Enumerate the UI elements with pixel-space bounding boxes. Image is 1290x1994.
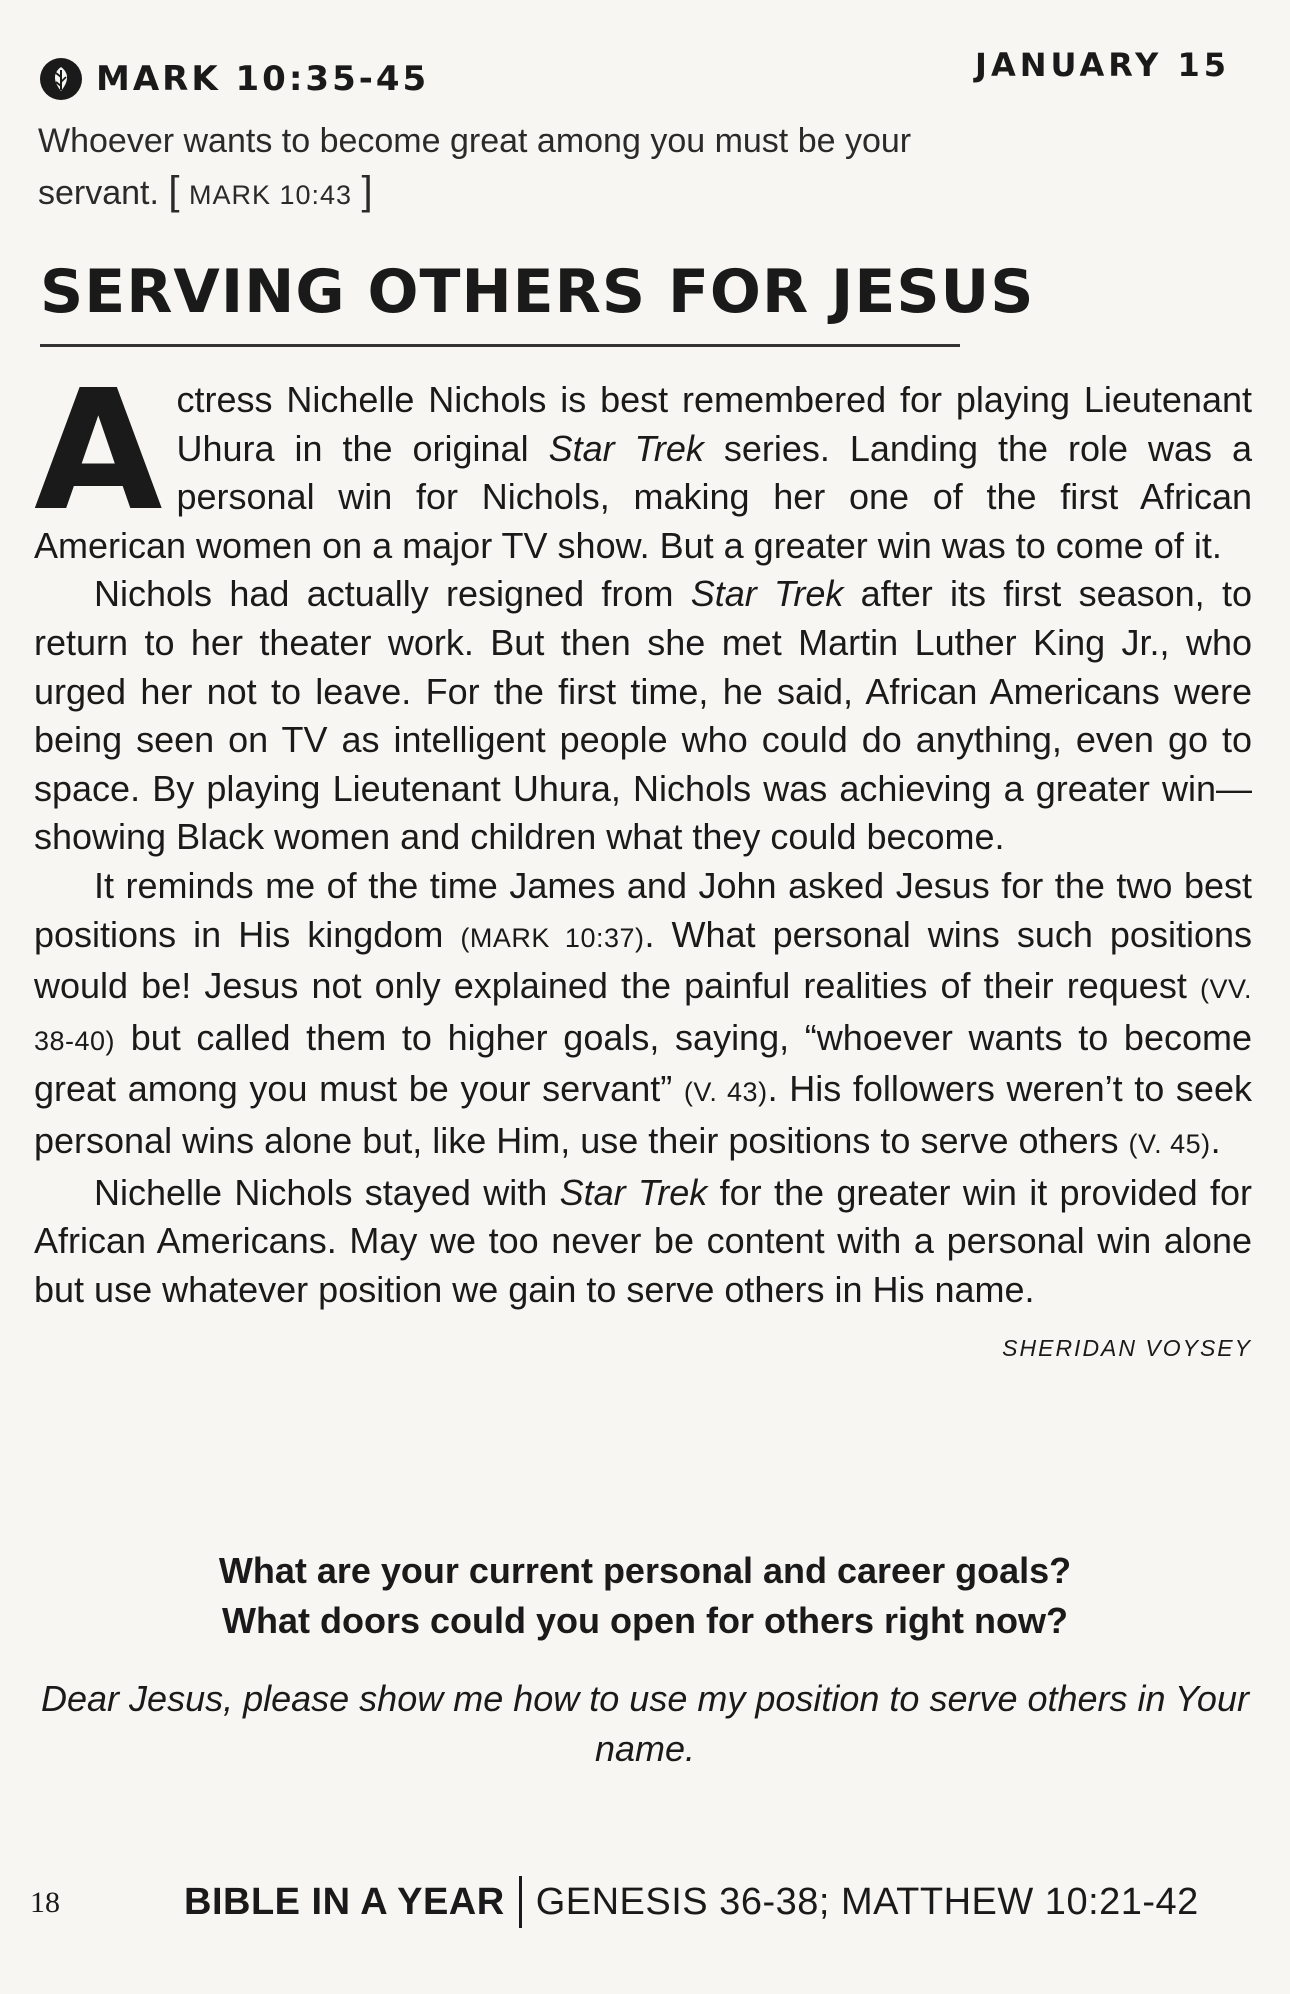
reflection-question-2: What doors could you open for others right now? [222,1600,1068,1641]
author-name: SHERIDAN VOYSEY [1002,1335,1252,1362]
key-verse-reference: MARK 10:43 [188,180,353,210]
footer-divider [519,1876,522,1928]
scripture-citation: (MARK 10:37) [460,922,645,953]
date: JANUARY 15 [975,46,1230,84]
scripture-citation: (V. 43) [683,1077,768,1108]
paragraph-3: It reminds me of the time James and John asked Jesus for the two best positions in His kingdom (MARK 10:37). What personal wins such positions would be! Jesus not only explained the painful realities of their request (VV. 38-40) but called them to higher goals, saying, “whoever wants to become great among you must be your servant” (V. 43). His followers weren’t to seek personal wins alone but, like Him, use their positions to serve others (V. 45). [34,864,1252,1161]
bracket-right-icon: ] [361,169,373,213]
scripture-citation: (VV. 38-40) [34,974,1252,1056]
bible-reading: GENESIS 36-38; MATTHEW 10:21-42 [535,1880,1199,1923]
reflection-questions [0,1546,1290,1646]
scripture-reference: MARK 10:35-45 [96,59,430,99]
scripture-reference-header [40,58,429,100]
bible-in-a-year [184,1876,1199,1928]
reflection-question-1: What are your current personal and career goals? [218,1550,1072,1591]
bible-in-a-year-label: BIBLE IN A YEAR [184,1880,505,1923]
page-number: 18 [30,1886,60,1919]
article-body [34,355,1252,1373]
paragraph-2: Nichols had actually resigned from Star Trek after its first season, to return to her theater work. But then she met Martin Luther King Jr., who urged her not to leave. For the first time, he said, African Americans were being seen on TV as intelligent people who could do anything, even go to space. By playing Lieutenant Uhura, Nichols was achieving a greater win—showing Black women and children what they could become. [34,573,1252,858]
devotional-title: SERVING OTHERS FOR JESUS [40,257,1035,327]
title-divider [40,344,960,347]
prayer: Dear Jesus, please show me how to use my position to serve others in Your name. [41,1678,1249,1769]
drop-cap: A [34,355,163,548]
key-verse [38,116,918,220]
paragraph-1: Actress Nichelle Nichols is best remembered for playing Lieutenant Uhura in the original Star Trek series. Landing the role was a personal win for Nichols, making her one of the first African American women on a major TV show. But a greater win was to come of it. [34,355,1252,566]
key-verse-text: Whoever wants to become great among you must be your servant. [38,122,912,212]
bracket-left-icon: [ [168,169,180,213]
paragraph-4: Nichelle Nichols stayed with Star Trek for the greater win it provided for African Americans. May we too never be content with a personal win alone but use whatever position we gain to serve others in His name. SHERIDAN VOYSEY [34,1169,1252,1315]
leaf-logo-icon [40,58,82,100]
scripture-citation: (V. 45) [1128,1128,1211,1159]
